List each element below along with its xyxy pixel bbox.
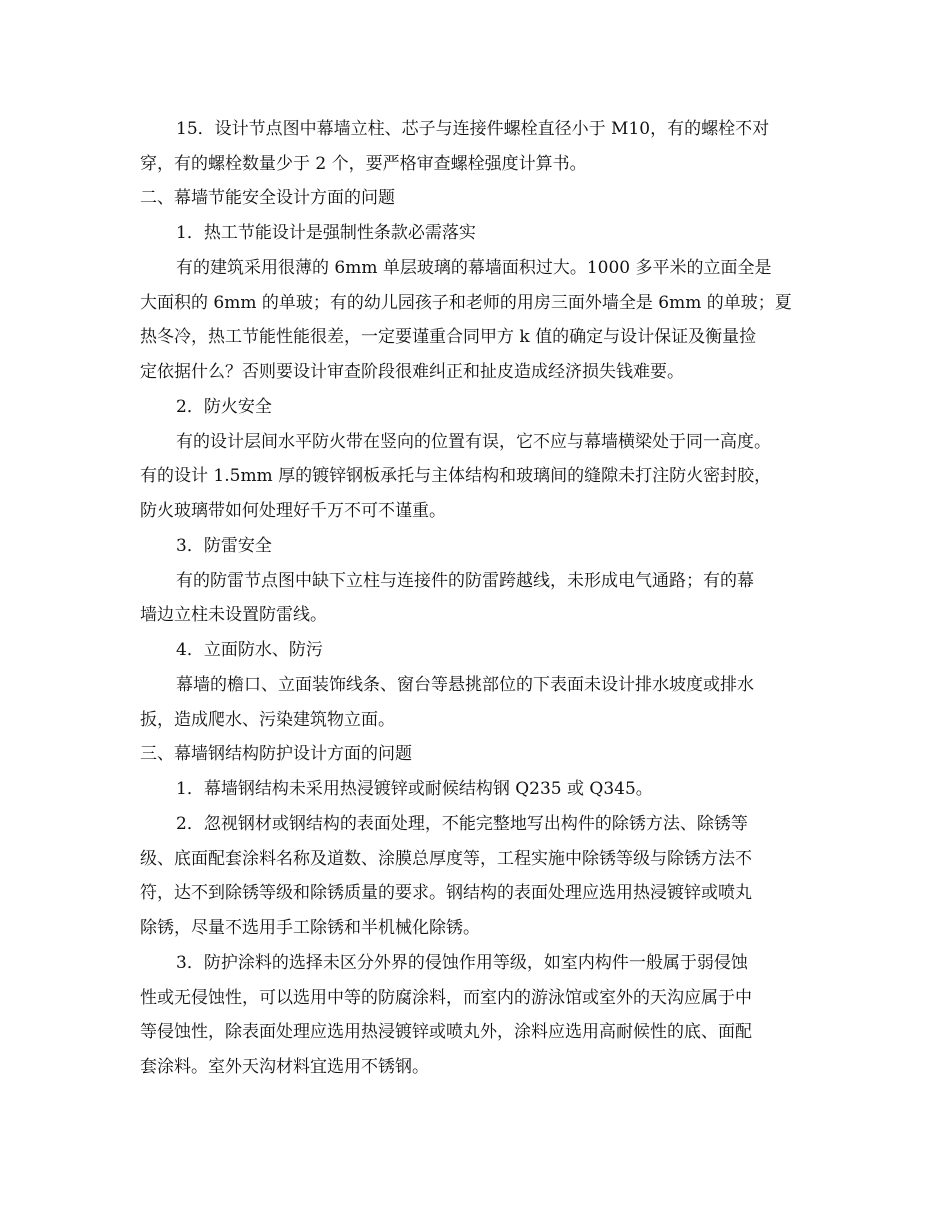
text-line: 3．防护涂料的选择未区分外界的侵蚀作用等级，如室内构件一般属于弱侵蚀 [176, 953, 748, 973]
text-line: 热冬冷，热工节能性能很差，一定要谨重合同甲方 k 值的确定与设计保证及衡量捡 [140, 327, 757, 347]
text-line: 防火玻璃带如何处理好千万不可不谨重。 [140, 501, 446, 521]
subsection-heading: 1．热工节能设计是强制性条款必需落实 [176, 223, 476, 243]
text-line: 扳，造成爬水、污染建筑物立面。 [140, 710, 395, 730]
text-line: 有的建筑采用很薄的 6mm 单层玻璃的幕墙面积过大。1000 多平米的立面全是 [176, 258, 772, 278]
text-line: 幕墙的檐口、立面装饰线条、窗台等悬挑部位的下表面未设计排水坡度或排水 [176, 675, 754, 695]
text-line: 符，达不到除锈等级和除锈质量的要求。钢结构的表面处理应选用热浸镀锌或喷丸 [140, 883, 752, 903]
text-line: 有的防雷节点图中缺下立柱与连接件的防雷跨越线，未形成电气通路；有的幕 [176, 571, 754, 591]
text-line: 墙边立柱未设置防雷线。 [140, 605, 327, 625]
text-line: 性或无侵蚀性，可以选用中等的防腐涂料，而室内的游泳馆或室外的天沟应属于中 [140, 988, 752, 1008]
text-line: 穿，有的螺栓数量少于 2 个，要严格审查螺栓强度计算书。 [140, 154, 587, 174]
section-heading: 二、幕墙节能安全设计方面的问题 [140, 188, 395, 208]
text-line: 等侵蚀性，除表面处理应选用热浸镀锌或喷丸外，涂料应选用高耐候性的底、面配 [140, 1022, 752, 1042]
text-line: 1．幕墙钢结构未采用热浸镀锌或耐候结构钢 Q235 或 Q345。 [176, 779, 653, 799]
subsection-heading: 4．立面防水、防污 [176, 640, 323, 660]
text-line: 有的设计层间水平防火带在竖向的位置有误，它不应与幕墙横梁处于同一高度。 [176, 432, 771, 452]
section-heading: 三、幕墙钢结构防护设计方面的问题 [140, 744, 412, 764]
text-line: 除锈，尽量不选用手工除锈和半机械化除锈。 [140, 918, 480, 938]
text-line: 有的设计 1.5mm 厚的镀锌钢板承托与主体结构和玻璃间的缝隙未打注防火密封胶， [140, 466, 772, 486]
subsection-heading: 3．防雷安全 [176, 536, 272, 556]
text-line: 2．忽视钢材或钢结构的表面处理，不能完整地写出构件的除锈方法、除锈等 [176, 814, 748, 834]
text-line: 定依据什么？否则要设计审查阶段很难纠正和扯皮造成经济损失钱难要。 [140, 362, 684, 382]
text-line: 大面积的 6mm 的单玻；有的幼儿园孩子和老师的用房三面外墙全是 6mm 的单玻；夏 [140, 293, 792, 313]
text-line: 套涂料。室外天沟材料宜选用不锈钢。 [140, 1057, 429, 1077]
text-line: 15．设计节点图中幕墙立柱、芯子与连接件螺栓直径小于 M10，有的螺栓不对 [176, 119, 770, 139]
subsection-heading: 2．防火安全 [176, 397, 272, 417]
text-line: 级、底面配套涂料名称及道数、涂膜总厚度等，工程实施中除锈等级与除锈方法不 [140, 849, 752, 869]
